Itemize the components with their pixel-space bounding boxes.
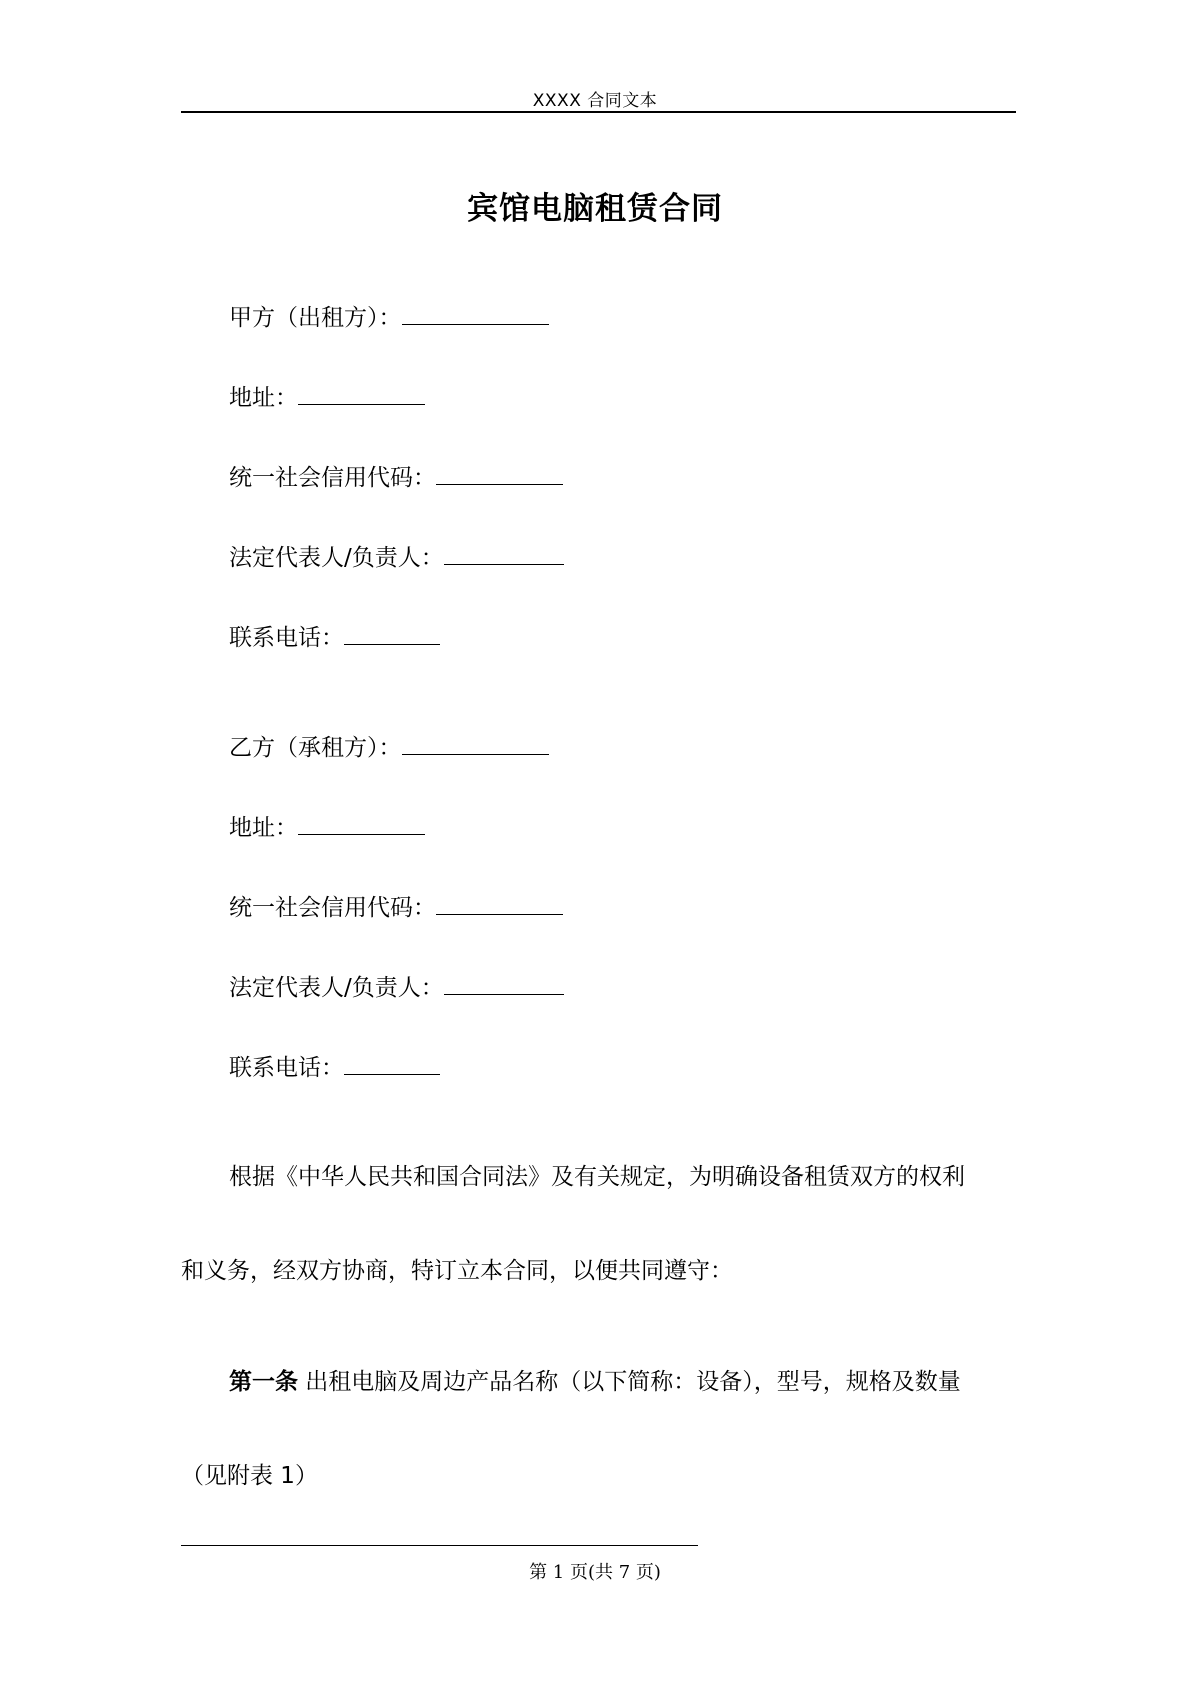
- party-b-representative-label: 法定代表人/负责人：: [229, 975, 444, 1001]
- party-b-address-label: 地址：: [229, 815, 298, 841]
- header-divider: [181, 111, 1016, 113]
- party-b-representative-blank[interactable]: [444, 972, 564, 995]
- party-a-phone-field: [229, 622, 440, 653]
- party-a-role-field: [229, 302, 549, 333]
- party-b-phone-label: 联系电话：: [229, 1055, 344, 1081]
- party-a-representative-blank[interactable]: [444, 542, 564, 565]
- party-a-role-label: 甲方（出租方）：: [229, 305, 402, 331]
- party-b-phone-field: [229, 1052, 440, 1083]
- party-b-credit-code-blank[interactable]: [436, 892, 563, 915]
- party-a-address-label: 地址：: [229, 385, 298, 411]
- party-b-address-field: [229, 812, 425, 843]
- article-1-line-2: （见附表 1）: [181, 1463, 318, 1489]
- document-title: 宾馆电脑租赁合同: [467, 191, 723, 227]
- party-a-role-blank[interactable]: [402, 302, 549, 325]
- article-1-line-1: [229, 1367, 961, 1397]
- page-number: 第 1 页(共 7 页): [529, 1562, 661, 1583]
- party-a-credit-code-field: [229, 462, 563, 493]
- party-a-phone-blank[interactable]: [344, 622, 440, 645]
- document-header: XXXX 合同文本: [532, 91, 658, 111]
- article-1-text: 出租电脑及周边产品名称（以下简称：设备），型号，规格及数量: [298, 1369, 961, 1395]
- party-b-phone-blank[interactable]: [344, 1052, 440, 1075]
- party-b-role-field: [229, 732, 549, 763]
- party-b-representative-field: [229, 972, 564, 1003]
- intro-paragraph-line-1: 根据《中华人民共和国合同法》及有关规定，为明确设备租赁双方的权利: [229, 1164, 965, 1190]
- party-b-address-blank[interactable]: [298, 812, 425, 835]
- party-b-credit-code-field: [229, 892, 563, 923]
- party-a-address-field: [229, 382, 425, 413]
- party-b-role-label: 乙方（承租方）：: [229, 735, 402, 761]
- party-a-representative-field: [229, 542, 564, 573]
- party-a-credit-code-blank[interactable]: [436, 462, 563, 485]
- party-b-credit-code-label: 统一社会信用代码：: [229, 895, 436, 921]
- intro-paragraph-line-2: 和义务，经双方协商，特订立本合同，以便共同遵守：: [181, 1258, 733, 1284]
- footer-divider: [181, 1545, 698, 1546]
- party-a-phone-label: 联系电话：: [229, 625, 344, 651]
- party-a-address-blank[interactable]: [298, 382, 425, 405]
- party-b-role-blank[interactable]: [402, 732, 549, 755]
- article-1-label: 第一条: [229, 1369, 298, 1395]
- party-a-credit-code-label: 统一社会信用代码：: [229, 465, 436, 491]
- party-a-representative-label: 法定代表人/负责人：: [229, 545, 444, 571]
